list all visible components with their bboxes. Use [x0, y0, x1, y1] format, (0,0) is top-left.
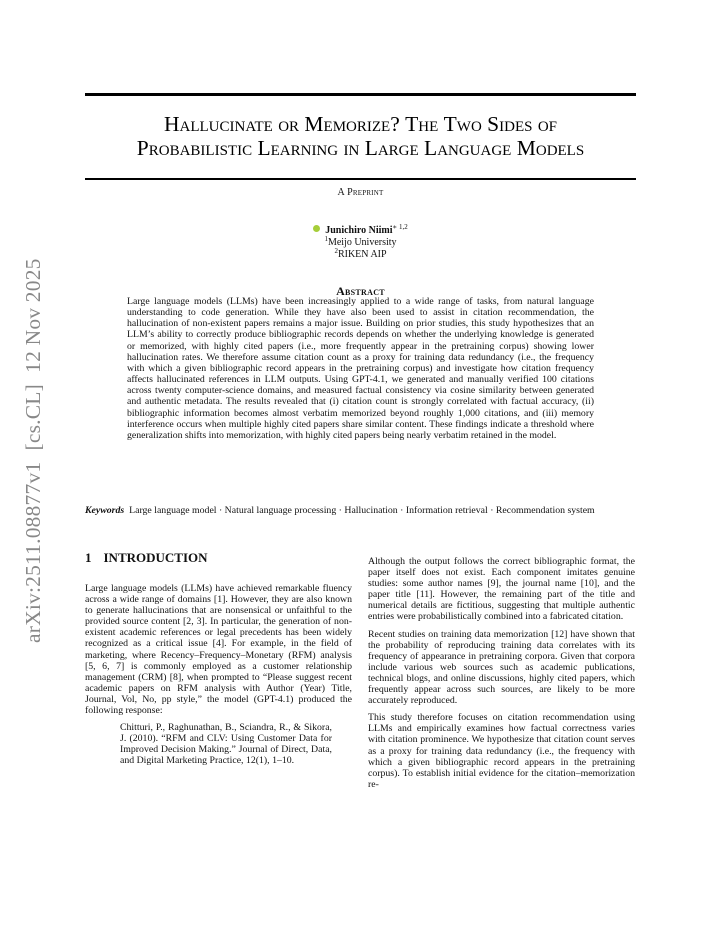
- paper-title: [85, 112, 636, 160]
- title-line-2: Probabilistic Learning in Large Language Models: [136, 136, 585, 160]
- intro-paragraph-3: Recent studies on training data memorization [12] have shown that the probability of reproducing training data correlates with its frequency of appearance in pretraining corpora. Given that corpora include various web sources such as academic publications, technical blogs, and online discussions, highly cited papers, which frequently appear across such sources, are likely to be more accurately reproduced.: [368, 628, 635, 707]
- keywords-label: Keywords: [85, 505, 125, 516]
- affiliation-1: $^1$Meijo University: [324, 235, 397, 248]
- intro-paragraph-4: This study therefore focuses on citation recommendation using LLMs and empirically examines how factual correctness varies with citation prominence. We hypothesize that citation count serves as a proxy for training data redundancy (i.e., the frequency with which a given bibliographic record appears in the pretraining corpus). To establish initial evidence for the citation–memorization re-: [368, 712, 635, 790]
- orcid-icon[interactable]: [313, 225, 320, 232]
- example-citation-quote: Chitturi, P., Raghunathan, B., Sciandra, R., & Sikora, J. (2010). “RFM and CLV: Using Customer Data for Improved Decision Making.” Journal of Direct, Data, and Digital Marketing Practice, 12(1), 1–10.: [120, 722, 332, 767]
- arxiv-identifier: arXiv:2511.08877v1 [cs.CL] 12 Nov 2025: [21, 258, 45, 643]
- author-block: [85, 225, 636, 261]
- author-marks: ∗ 1,2: [392, 223, 408, 231]
- affiliation-2: $^2$RIKEN AIP: [334, 247, 387, 260]
- keywords-list: Large language model · Natural language processing · Hallucination · Information retrieval · Recommendation system: [129, 505, 595, 516]
- preprint-label: A Preprint: [337, 187, 384, 198]
- abstract-heading: Abstract: [336, 284, 385, 298]
- author-name: Junichiro Niimi: [325, 225, 393, 236]
- abstract-text: Large language models (LLMs) have been increasingly applied to a wide range of tasks, from natural language understanding to code generation. While they have also been used to assist in citation recommendation, the hallucination of non-existent papers remains a major issue. Building on prior studies, this study hypothesizes that an LLM’s ability to correctly produce bibliographic records depends on whether the underlying knowledge is generated or memorized, with highly cited papers (i.e., more frequently appear in the pretraining corpus) showing lower hallucination rates. We therefore assume citation count as a proxy for training data redundancy (i.e., the frequency with which a given bibliographic record appears in the pretraining corpus) and investigate how citation frequency affects hallucinated references in LLM outputs. Using GPT-4.1, we generated and manually verified 100 citations across twenty computer-science domains, and measured factual consistency via cosine similarity between generated and authentic metadata. The results revealed that (i) citation count is strongly correlated with factual accuracy, (ii) bibliographic information becomes almost verbatim memorized beyond roughly 1,000 citations, and (iii) memory interference occurs when multiple highly cited papers share similar content. These findings indicate a threshold where generalization shifts into memorization, with highly cited papers being nearly verbatim retained in the model.: [127, 296, 594, 441]
- intro-paragraph-2: Although the output follows the correct bibliographic format, the paper itself does not exist. Each component imitates genuine studies: some author names [9], the journal name [10], and the paper title [11]. However, the remaining part of the title and numerical details are fictitious, suggesting that multiple authentic entries were probabilistically combined into a fabricated citation.: [368, 556, 635, 623]
- keywords: [85, 505, 636, 516]
- right-column: [368, 556, 635, 796]
- intro-paragraph: Large language models (LLMs) have achieved remarkable fluency across a wide range of domains [1]. However, they are also known to generate hallucinations that are nonsensical or unfaithful to the provided source content [2, 3]. In particular, the generation of non-existent academic references or legal precedents has been widely recognized as a critical issue [4]. For example, in the field of marketing, where Recency–Frequency–Monetary (RFM) analysis [5, 6, 7] is commonly employed as a customer relationship management (CRM) [8], when prompted to “Please suggest recent academic papers on RFM analysis with Author (Year) Title, Journal, Vol, No, pp style,” the model (GPT-4.1) produced the following response:: [85, 583, 352, 717]
- title-line-1: Hallucinate or Memorize? The Two Sides of: [163, 112, 558, 136]
- arxiv-margin-stamp: [10, 258, 50, 648]
- section-heading: 1 INTRODUCTION: [85, 550, 208, 565]
- title-rule-top: [85, 93, 636, 96]
- author-line: [85, 225, 636, 237]
- left-column: [85, 550, 352, 767]
- title-rule-bottom: [85, 178, 636, 180]
